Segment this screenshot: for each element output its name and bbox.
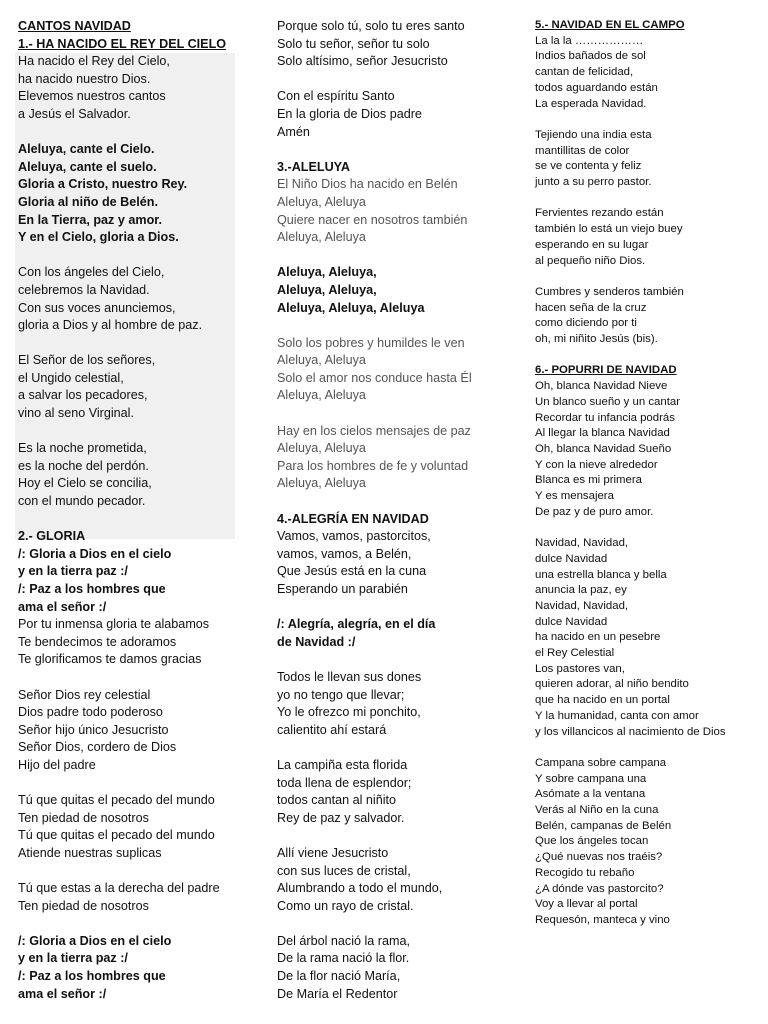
lyric-line: Hoy el Cielo se concilia, [18, 476, 152, 491]
lyric-line: Tú que quitas el pecado del mundo [18, 828, 215, 843]
lyric-line: oh, mi niñito Jesús (bis). [535, 333, 658, 346]
lyric-line: Te bendecimos te adoramos [18, 634, 177, 649]
stanza [535, 363, 755, 520]
section-heading: 5.- NAVIDAD EN EL CAMPO [535, 19, 685, 31]
lyric-line: Cumbres y senderos también [535, 285, 684, 298]
lyric-line: ama el señor :/ [18, 986, 107, 1001]
lyric-line: vino al seno Virginal. [18, 406, 134, 421]
lyric-line: /: Paz a los hombres que [18, 969, 166, 984]
lyric-line: que ha nacido en un portal [535, 694, 670, 707]
stanza [535, 128, 755, 191]
section-heading: 6.- POPURRI DE NAVIDAD [535, 364, 677, 377]
lyric-line: Verás al Niño en la cuna [535, 804, 659, 817]
lyric-line: Solo tu señor, señor tu solo [277, 36, 430, 51]
stanza [535, 285, 755, 348]
lyric-line: Señor hijo único Jesucristo [18, 722, 169, 737]
lyric-line: El Niño Dios ha nacido en Belén [277, 177, 458, 192]
lyric-line: el Rey Celestial [535, 647, 615, 660]
lyric-line: Atiende nuestras suplicas [18, 845, 162, 860]
lyric-line: toda llena de esplendor; [277, 775, 412, 790]
lyric-line: vamos, vamos, a Belén, [277, 546, 412, 561]
lyric-line: también lo está un viejo buey [535, 223, 683, 236]
lyric-line: Requesón, manteca y vino [535, 913, 670, 926]
lyric-line: Aleluya, cante el suelo. [18, 159, 157, 174]
lyric-line: Aleluya, Aleluya [277, 194, 366, 209]
stanza [277, 423, 509, 493]
lyric-line: ¿Qué nuevas nos traéis? [535, 851, 663, 864]
stanza [277, 933, 509, 1003]
stanza [535, 18, 755, 112]
lyric-line: Es la noche prometida, [18, 441, 147, 456]
lyric-line: /: Gloria a Dios en el cielo [18, 933, 172, 948]
lyric-line: Quiere nacer en nosotros también [277, 212, 468, 227]
lyric-line: De María el Redentor [277, 986, 398, 1001]
stanza [277, 159, 509, 247]
lyric-line: Alumbrando a todo el mundo, [277, 881, 443, 896]
lyric-line: junto a su perro pastor. [535, 176, 652, 189]
lyric-line: 2.- GLORIA [18, 529, 86, 544]
stanza [277, 88, 509, 141]
lyric-line: Ten piedad de nosotros [18, 898, 149, 913]
stanza [535, 536, 755, 740]
lyric-line: Blanca es mi primera [535, 474, 642, 487]
stanza [277, 845, 509, 915]
stanza [277, 669, 509, 739]
lyric-line: Allí viene Jesucristo [277, 845, 389, 860]
lyric-line: Solo el amor nos conduce hasta Él [277, 370, 472, 385]
stanza [277, 264, 509, 317]
lyric-line: Por tu inmensa gloria te alabamos [18, 617, 210, 632]
lyric-line: dulce Navidad [535, 615, 608, 628]
stanza [277, 757, 509, 827]
lyric-line: Fervientes rezando están [535, 207, 664, 220]
lyric-line: Aleluya, Aleluya [277, 441, 366, 456]
lyric-line: Porque solo tú, solo tu eres santo [277, 19, 465, 33]
lyric-line: al pequeño niño Dios. [535, 254, 646, 267]
stanza [277, 511, 509, 599]
stanza [18, 880, 240, 915]
lyric-line: /: Paz a los hombres que [18, 582, 166, 596]
lyric-line: anuncia la paz, ey [535, 584, 627, 597]
lyric-line: es la noche del perdón. [18, 458, 149, 473]
lyric-line: Recordar tu infancia podrás [535, 411, 675, 424]
lyric-line: Campana sobre campana [535, 756, 667, 769]
lyric-line: Aleluya, Aleluya [277, 476, 366, 491]
lyric-line: hacen seña de la cruz [535, 301, 647, 314]
lyric-line: a salvar los pecadores, [18, 388, 148, 403]
stanza [277, 616, 509, 651]
lyric-line: Recogido tu rebaño [535, 866, 635, 879]
lyric-line: En la gloria de Dios padre [277, 106, 422, 121]
lyric-line: Tú que quitas el pecado del mundo [18, 793, 215, 808]
lyric-line: Con el espíritu Santo [277, 89, 395, 104]
stanza [18, 352, 240, 422]
lyric-line: Que los ángeles tocan [535, 835, 649, 848]
lyric-line: dulce Navidad [535, 552, 608, 565]
lyric-line: Aleluya, Aleluya [277, 353, 366, 368]
lyric-line: Navidad, Navidad, [535, 537, 629, 550]
lyric-line: esperando en su lugar [535, 238, 649, 251]
lyric-line: Y es mensajera [535, 490, 614, 503]
lyric-line: Ha nacido el Rey del Cielo, [18, 54, 170, 69]
lyric-line: se ve contenta y feliz [535, 160, 642, 173]
lyric-line: Aleluya, Aleluya, [277, 282, 377, 297]
lyric-line: /: Gloria a Dios en el cielo [18, 546, 172, 561]
lyric-line: Y la humanidad, canta con amor [535, 709, 699, 722]
lyric-line: En la Tierra, paz y amor. [18, 212, 162, 227]
lyric-line: Belén, campanas de Belén [535, 819, 672, 832]
lyric-line: Asómate a la ventana [535, 788, 646, 801]
lyric-line: con el mundo pecador. [18, 494, 146, 509]
lyric-line: Con sus voces anunciemos, [18, 300, 176, 315]
stanza [18, 933, 240, 1003]
lyric-line: Indios bañados de sol [535, 50, 646, 63]
lyric-line: Aleluya, Aleluya [277, 230, 366, 245]
lyric-line: Yo le ofrezco mi ponchito, [277, 705, 421, 720]
lyric-line: Dios padre todo poderoso [18, 705, 163, 720]
lyric-line: quieren adorar, al niño bendito [535, 678, 689, 691]
lyric-line: De la flor nació María, [277, 969, 401, 984]
lyric-line: como diciendo por ti [535, 317, 637, 330]
lyric-line: ha nacido en un pesebre [535, 631, 661, 644]
lyric-line: Oh, blanca Navidad Sueño [535, 442, 672, 455]
lyric-line: Todos le llevan sus dones [277, 669, 422, 684]
lyric-line: mantillitas de color [535, 144, 630, 157]
lyric-line: 3.-ALELUYA [277, 159, 351, 174]
lyric-line: Vamos, vamos, pastorcitos, [277, 529, 431, 544]
lyric-line: Tú que estas a la derecha del padre [18, 881, 220, 896]
lyric-line: Señor Dios, cordero de Dios [18, 740, 177, 755]
lyric-line: Tejiendo una india esta [535, 128, 652, 141]
lyric-line: Hijo del padre [18, 757, 96, 772]
lyric-line: Que Jesús está en la cuna [277, 564, 427, 579]
stanza [535, 756, 755, 929]
lyric-line: Aleluya, Aleluya [277, 388, 366, 403]
lyric-line: ¿A dónde vas pastorcito? [535, 882, 664, 895]
stanza [18, 440, 240, 510]
lyric-line: Voy a llevar al portal [535, 898, 638, 911]
section-heading: 1.- HA NACIDO EL REY DEL CIELO [18, 36, 227, 51]
lyric-line: Hay en los cielos mensajes de paz [277, 423, 471, 438]
lyric-line: Los pastores van, [535, 662, 625, 675]
lyric-line: ha nacido nuestro Dios. [18, 71, 151, 86]
lyric-line: La campiña esta florida [277, 757, 408, 772]
lyric-line: el Ungido celestial, [18, 370, 124, 385]
lyric-line: El Señor de los señores, [18, 353, 156, 368]
lyric-line: a Jesús el Salvador. [18, 106, 131, 121]
stanza [277, 18, 509, 71]
lyric-line: con sus luces de cristal, [277, 863, 411, 878]
stanza [18, 528, 240, 669]
lyric-line: La la la ……………… [535, 34, 644, 47]
lyric-line: 4.-ALEGRÍA EN NAVIDAD [277, 511, 429, 526]
lyric-line: Aleluya, cante el Cielo. [18, 142, 155, 157]
column-2 [277, 18, 509, 1021]
lyric-line: De paz y de puro amor. [535, 505, 654, 518]
lyric-line: Amén [277, 124, 310, 139]
lyric-line: de Navidad :/ [277, 634, 356, 649]
lyric-line: Gloria a Cristo, nuestro Rey. [18, 177, 188, 192]
stanza [18, 687, 240, 775]
lyric-line: Aleluya, Aleluya, Aleluya [277, 300, 425, 315]
lyric-line: ama el señor :/ [18, 599, 107, 614]
lyric-line: Solo altísimo, señor Jesucristo [277, 54, 448, 69]
lyric-line: Para los hombres de fe y voluntad [277, 458, 469, 473]
lyric-line: y en la tierra paz :/ [18, 564, 128, 579]
lyric-line: Con los ángeles del Cielo, [18, 265, 165, 280]
lyric-line: De la rama nació la flor. [277, 951, 410, 966]
lyric-line: todos cantan al niñito [277, 793, 397, 808]
stanza [535, 206, 755, 269]
stanza [18, 18, 240, 124]
lyric-line: /: Alegría, alegría, en el día [277, 617, 436, 632]
lyric-line: Solo los pobres y humildes le ven [277, 335, 465, 350]
lyric-line: calientito ahí estará [277, 722, 387, 737]
lyric-line: Del árbol nació la rama, [277, 933, 410, 948]
lyric-line: celebremos la Navidad. [18, 282, 150, 297]
lyric-line: Aleluya, Aleluya, [277, 265, 377, 280]
lyric-line: Navidad, Navidad, [535, 599, 629, 612]
lyric-line: gloria a Dios y al hombre de paz. [18, 318, 203, 333]
lyric-line: Señor Dios rey celestial [18, 687, 151, 702]
lyric-line: y en la tierra paz :/ [18, 951, 128, 966]
lyric-line: Rey de paz y salvador. [277, 810, 405, 825]
stanza [277, 335, 509, 405]
lyric-line: Oh, blanca Navidad Nieve [535, 380, 668, 393]
lyric-line: Elevemos nuestros cantos [18, 89, 166, 104]
column-3 [535, 18, 755, 944]
lyric-line: Ten piedad de nosotros [18, 810, 149, 825]
lyric-line: Esperando un parabién [277, 582, 408, 596]
lyric-line: Un blanco sueño y un cantar [535, 395, 681, 408]
lyric-line: cantan de felicidad, [535, 66, 634, 79]
stanza [18, 792, 240, 862]
stanza [18, 264, 240, 334]
lyric-line: y los villancicos al nacimiento de Dios [535, 725, 726, 738]
lyric-line: una estrella blanca y bella [535, 568, 667, 581]
lyric-line: todos aguardando están [535, 81, 658, 94]
lyric-line: Y sobre campana una [535, 772, 647, 785]
lyric-line: Al llegar la blanca Navidad [535, 427, 670, 440]
lyric-line: Gloria al niño de Belén. [18, 194, 158, 209]
lyric-line: Y con la nieve alrededor [535, 458, 658, 471]
stanza [18, 141, 240, 247]
lyric-line: Te glorificamos te damos gracias [18, 652, 202, 667]
lyric-line: yo no tengo que llevar; [277, 687, 405, 702]
lyric-line: Como un rayo de cristal. [277, 898, 414, 913]
lyric-line: La esperada Navidad. [535, 97, 647, 110]
lyric-line: Y en el Cielo, gloria a Dios. [18, 230, 179, 245]
section-heading: CANTOS NAVIDAD [18, 19, 131, 33]
column-1 [18, 18, 240, 1021]
